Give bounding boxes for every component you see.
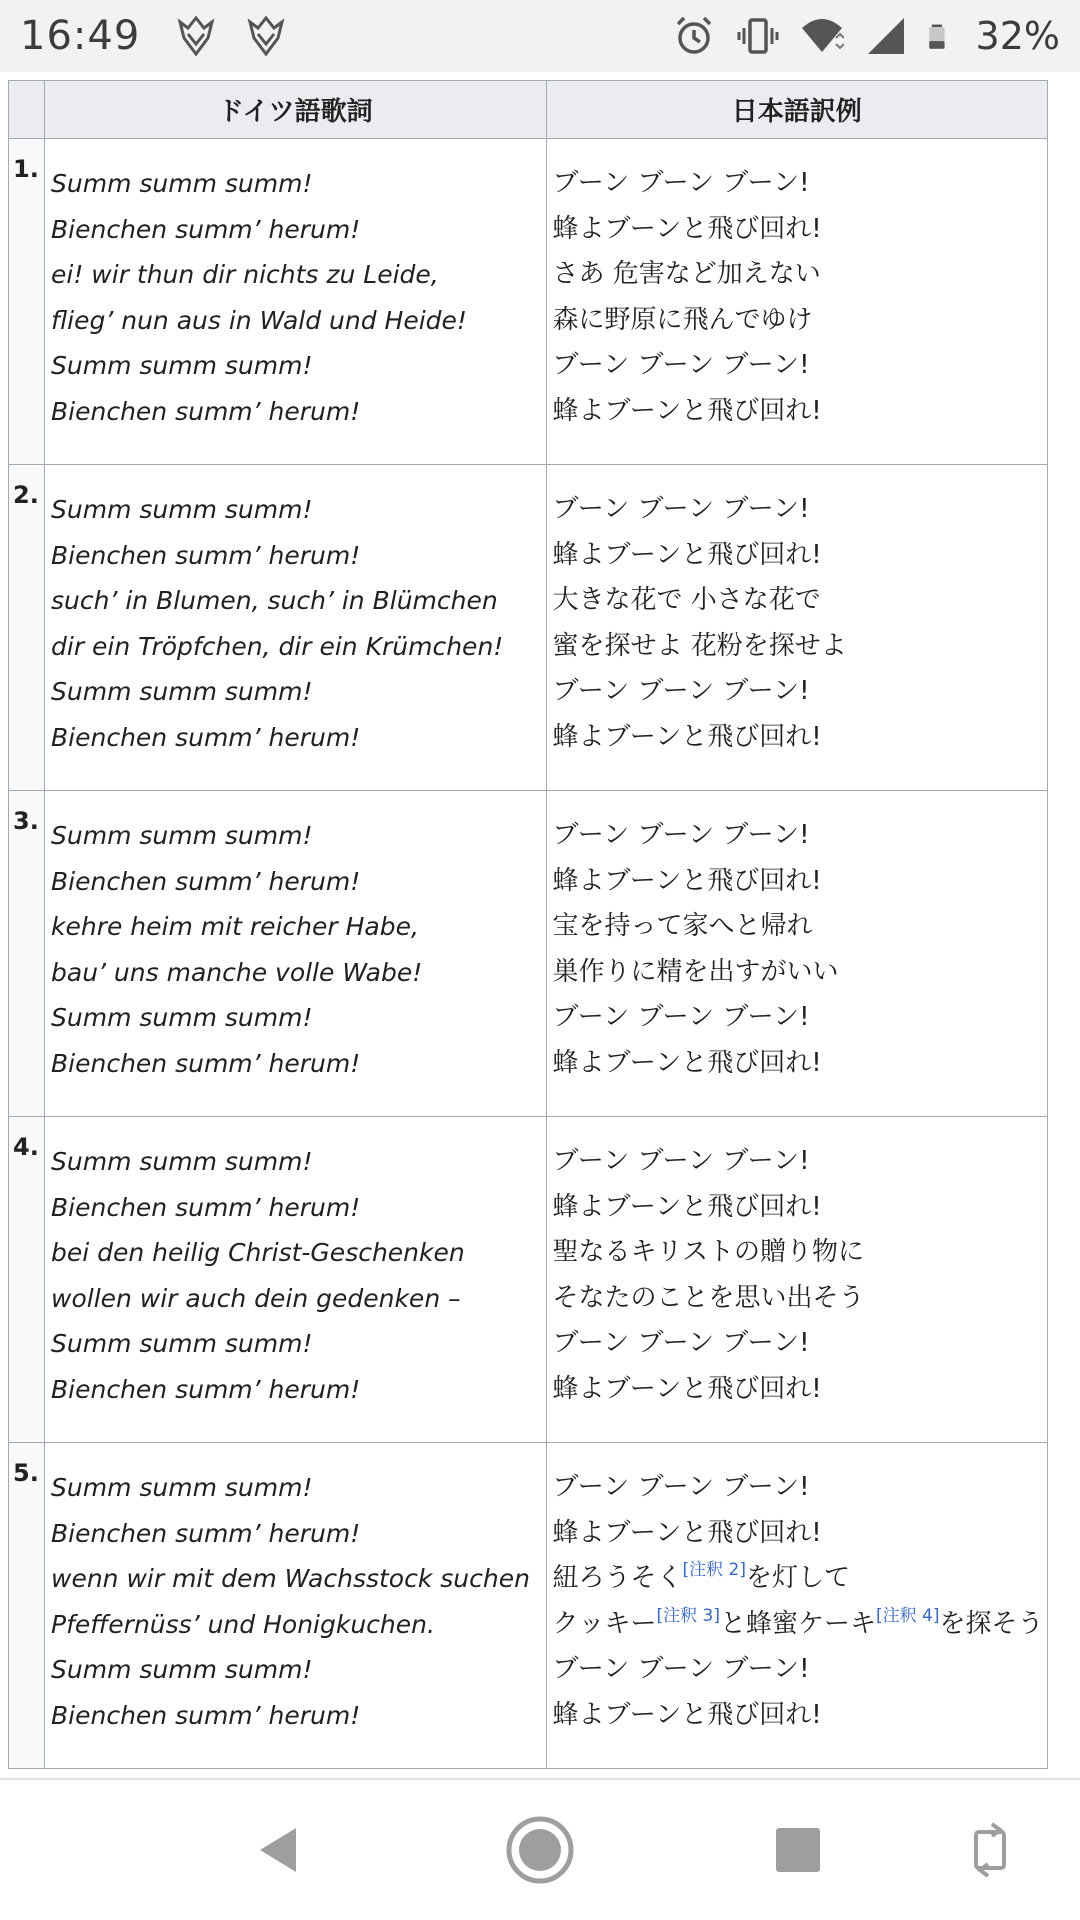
translation-line: ブーン ブーン ブーン! (552, 1472, 810, 1502)
translation-line: 蜂よブーンと飛び回れ! (552, 395, 822, 426)
japanese-translation-cell (546, 791, 1048, 1117)
lyric-line: kehre heim mit reicher Habe, (51, 912, 419, 941)
header-german-lyrics: ドイツ語歌詞 (45, 81, 547, 139)
translation-text: クッキー (552, 1608, 657, 1639)
lyric-line: ei! wir thun dir nichts zu Leide, (51, 260, 439, 289)
translation-line: 蜂よブーンと飛び回れ! (552, 213, 822, 244)
translation-line: 巣作りに精を出すがいい (552, 956, 839, 987)
translation-text: を探そう (939, 1608, 1044, 1639)
footnote-link[interactable]: [注釈 2] (682, 1560, 746, 1580)
translation-line: 聖なるキリストの贈り物に (552, 1237, 864, 1267)
translation-text: を灯して (746, 1563, 851, 1593)
translation-line: ブーン ブーン ブーン! (552, 1146, 810, 1176)
lyric-line: Summ summ summ! (51, 1473, 313, 1502)
lyric-line: Summ summ summ! (51, 821, 313, 850)
signal-icon (864, 14, 908, 58)
header-number-cell (9, 81, 45, 139)
translation-line (553, 1602, 1048, 1648)
app-notification-icon (174, 14, 218, 58)
translation-line: ブーン ブーン ブーン! (552, 820, 810, 850)
translation-line: ブーン ブーン ブーン! (552, 494, 810, 524)
japanese-translation-cell (546, 1443, 1048, 1769)
lyric-line: Summ summ summ! (51, 1147, 313, 1176)
rotate-icon (962, 1822, 1018, 1878)
translation-line: 蜂よブーンと飛び回れ! (552, 1047, 822, 1078)
battery-icon (928, 14, 956, 58)
german-lyrics-cell (45, 139, 547, 465)
lyric-line: Summ summ summ! (51, 351, 313, 380)
status-system-icons (672, 14, 1060, 58)
table-row (9, 1117, 1048, 1443)
wifi-icon (800, 14, 844, 58)
lyric-line: Summ summ summ! (51, 169, 313, 198)
table-header-row (9, 81, 1048, 139)
translation-line: 森に野原に飛んでゆけ (552, 304, 813, 335)
lyric-line: Bienchen summ’ herum! (51, 866, 361, 896)
recents-button[interactable] (758, 1810, 838, 1890)
back-icon (250, 1820, 310, 1880)
japanese-translation-cell (546, 1117, 1048, 1443)
footnote-link[interactable]: [注釈 3] (656, 1605, 720, 1626)
verse-number: 2. (9, 465, 45, 791)
lyric-line: Summ summ summ! (51, 1003, 313, 1032)
status-notification-icons (174, 14, 288, 58)
lyric-line: Bienchen summ’ herum! (51, 1700, 361, 1730)
translation-line (553, 1556, 1048, 1602)
translation-text: と蜂蜜ケーキ (720, 1608, 877, 1639)
lyric-line: Bienchen summ’ herum! (51, 722, 361, 752)
translation-line: そなたのことを思い出そう (552, 1282, 865, 1313)
translation-line: ブーン ブーン ブーン! (552, 1654, 810, 1684)
table-row (9, 139, 1048, 465)
german-lyrics-cell (45, 1443, 547, 1769)
translation-line: 大きな花で 小さな花で (552, 585, 821, 615)
translation-line: 蜂よブーンと飛び回れ! (552, 721, 822, 752)
translation-line: さあ 危害など加えない (552, 259, 821, 289)
recents-icon (770, 1822, 826, 1878)
navigation-bar (0, 1780, 1080, 1920)
lyric-line: Bienchen summ’ herum! (51, 1192, 361, 1222)
translation-line: ブーン ブーン ブーン! (552, 676, 810, 706)
home-button[interactable] (500, 1810, 580, 1890)
lyric-line: Bienchen summ’ herum! (51, 1518, 361, 1548)
lyric-line: Bienchen summ’ herum! (51, 396, 361, 426)
alarm-icon (672, 14, 716, 58)
lyric-line: Bienchen summ’ herum! (51, 1048, 361, 1078)
app-notification-icon (244, 14, 288, 58)
table-row (9, 465, 1048, 791)
translation-line: ブーン ブーン ブーン! (552, 1002, 810, 1032)
footnote-link[interactable]: [注釈 4] (876, 1605, 940, 1626)
lyric-line: dir ein Tröpfchen, dir ein Krümchen! (51, 631, 504, 661)
lyric-line: Summ summ summ! (51, 495, 313, 524)
translation-line: ブーン ブーン ブーン! (552, 350, 810, 380)
vibrate-icon (736, 14, 780, 58)
german-lyrics-cell (45, 1117, 547, 1443)
japanese-translation-cell (546, 139, 1048, 465)
verse-number: 3. (9, 791, 45, 1117)
verse-number: 1. (9, 139, 45, 465)
lyrics-table (8, 80, 1048, 1769)
lyric-line: bei den heilig Christ-Geschenken (51, 1238, 465, 1267)
table-row (9, 791, 1048, 1117)
verse-number: 4. (9, 1117, 45, 1443)
german-lyrics-cell (45, 791, 547, 1117)
translation-line: 蜂よブーンと飛び回れ! (552, 1517, 822, 1548)
home-icon (504, 1814, 576, 1886)
rotate-button[interactable] (950, 1810, 1030, 1890)
translation-line: 蜂よブーンと飛び回れ! (552, 865, 822, 896)
japanese-translation-cell (546, 465, 1048, 791)
lyric-line: Summ summ summ! (51, 677, 313, 706)
status-bar (0, 0, 1080, 72)
lyric-line: Pfeffernüss’ und Honigkuchen. (51, 1609, 435, 1639)
translation-line: ブーン ブーン ブーン! (552, 1328, 810, 1358)
translation-line: 蜂よブーンと飛び回れ! (552, 1373, 822, 1404)
status-time: 16:49 (20, 13, 141, 59)
header-japanese-translation: 日本語訳例 (546, 81, 1048, 139)
translation-text: 紐ろうそく (552, 1563, 683, 1593)
verse-number: 5. (9, 1443, 45, 1769)
translation-line: 蜂よブーンと飛び回れ! (552, 1191, 822, 1222)
translation-line: 宝を持って家へと帰れ (552, 911, 813, 941)
lyric-line: wollen wir auch dein gedenken – (51, 1283, 461, 1313)
lyric-line: Summ summ summ! (51, 1655, 313, 1684)
translation-line: 蜂よブーンと飛び回れ! (552, 539, 822, 570)
table-row (9, 1443, 1048, 1769)
lyric-line: Bienchen summ’ herum! (51, 1374, 361, 1404)
translation-line: 蜜を探せよ 花粉を探せよ (552, 630, 847, 661)
back-button[interactable] (240, 1810, 320, 1890)
lyrics-table-container (8, 80, 1048, 1769)
battery-percentage: 32% (975, 14, 1060, 58)
lyric-line: flieg’ nun aus in Wald und Heide! (51, 305, 467, 335)
translation-line: 蜂よブーンと飛び回れ! (552, 1699, 822, 1730)
lyric-line: Bienchen summ’ herum! (51, 214, 361, 244)
lyric-line: such’ in Blumen, such’ in Blümchen (51, 586, 498, 615)
lyric-line: Bienchen summ’ herum! (51, 540, 361, 570)
lyric-line: wenn wir mit dem Wachsstock suchen (51, 1564, 530, 1593)
lyric-line: bau’ uns manche volle Wabe! (51, 957, 423, 987)
translation-line: ブーン ブーン ブーン! (552, 168, 810, 198)
german-lyrics-cell (45, 465, 547, 791)
lyric-line: Summ summ summ! (51, 1329, 313, 1358)
